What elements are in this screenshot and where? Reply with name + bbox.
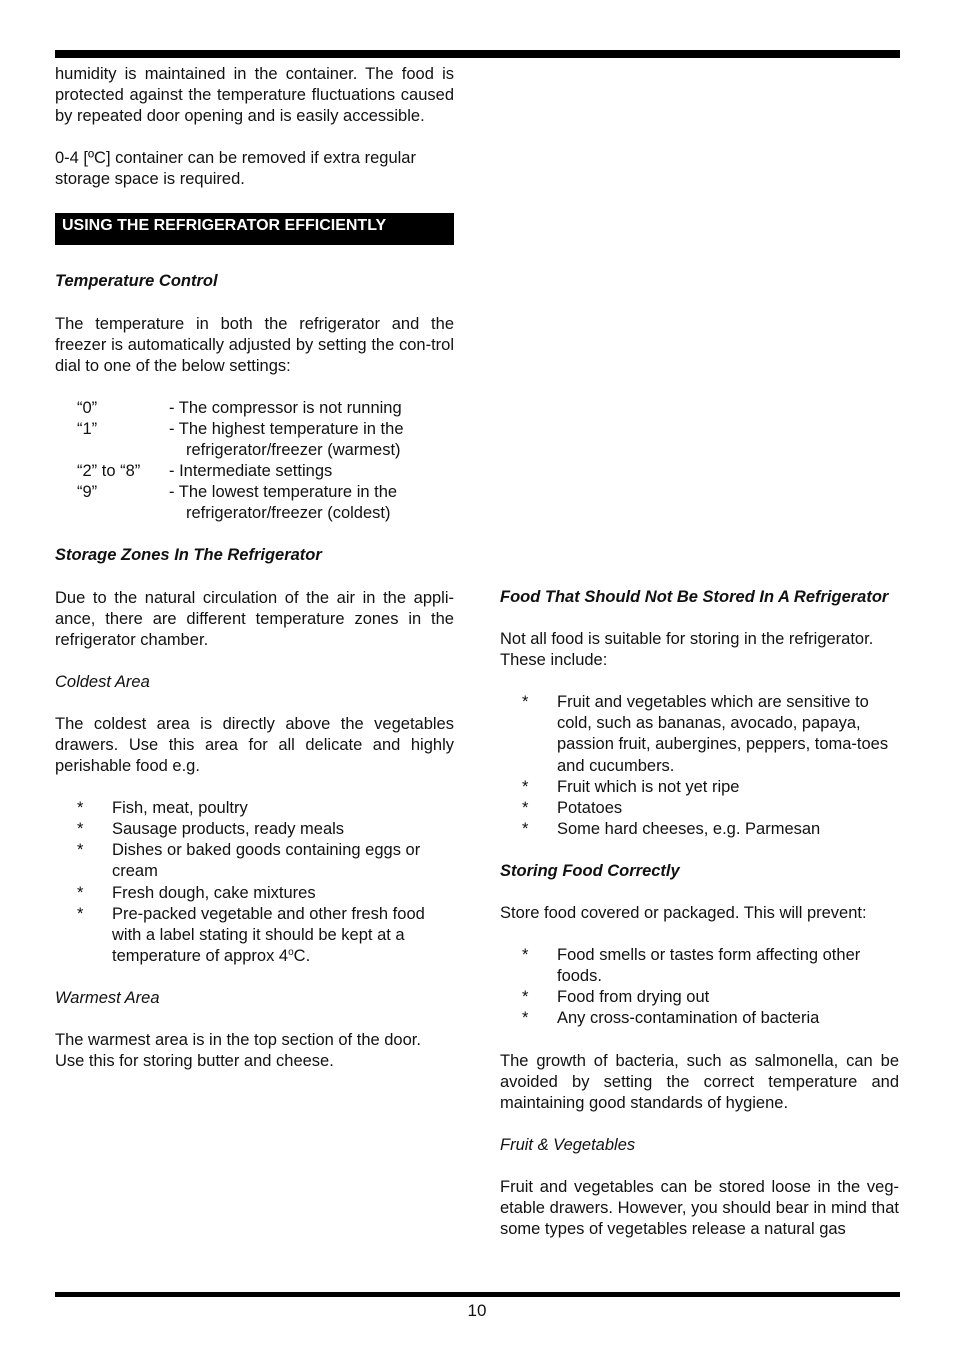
- left-column: [55, 64, 454, 1072]
- setting-row: [77, 482, 454, 503]
- setting-row: [77, 440, 454, 461]
- not-stored-paragraph: Not all food is suitable for storing in the refrigerator. These include:: [500, 630, 874, 670]
- setting-description: - The lowest temperature in the: [169, 483, 398, 502]
- storing-correctly-paragraph: Store food covered or packaged. This will prevent:: [500, 904, 867, 923]
- list-item: * Pre-packed vegetable and other fresh food with a label stating it should be kept at a temperature of approx 4$^o$C.: [55, 904, 454, 967]
- setting-description: - The highest temperature in the: [169, 419, 404, 438]
- storage-zones-paragraph: Due to the natural circulation of the air in the appli-ance, there are different temperature zones in the refrigerator chamber.: [55, 588, 454, 649]
- list-item: * Sausage products, ready meals: [55, 819, 454, 840]
- bullet-star: *: [522, 798, 529, 817]
- list-item: * Fresh dough, cake mixtures: [55, 883, 454, 904]
- bottom-rule: [55, 1292, 900, 1297]
- bullet-star: *: [522, 946, 529, 965]
- setting-description: - Intermediate settings: [169, 462, 333, 481]
- list-item: * Fish, meat, poultry: [55, 798, 454, 819]
- bullet-star: *: [522, 1009, 529, 1028]
- intro-paragraph: humidity is maintained in the container. The food is protected against the temperature fluctuations caused by repeated door opening and is easily accessible.: [55, 65, 454, 126]
- bullet-star: *: [77, 904, 84, 923]
- temperature-paragraph: The temperature in both the refrigerator and the freezer is automatically adjusted by setting the con-trol dial to one of the below settings:: [55, 314, 454, 375]
- setting-description: - The compressor is not running: [169, 398, 402, 417]
- list-item: * Any cross-contamination of bacteria: [500, 1008, 899, 1029]
- setting-description-cont: refrigerator/freezer (coldest): [186, 504, 391, 523]
- storage-zones-heading: Storage Zones In The Refrigerator: [55, 546, 322, 565]
- list-item: * Food from drying out: [500, 987, 899, 1008]
- section-banner: USING THE REFRIGERATOR EFFICIENTLY: [55, 213, 454, 245]
- temperature-control-heading: Temperature Control: [55, 272, 218, 291]
- setting-row: [77, 503, 454, 524]
- coldest-area-paragraph: The coldest area is directly above the vegetables drawers. Use this area for all delicate and highly perishable food e.g.: [55, 714, 454, 776]
- list-item: * Fruit which is not yet ripe: [500, 777, 899, 798]
- fruit-vegetables-paragraph: Fruit and vegetables can be stored loose in the veg-etable drawers. However, you should bear in mind that some types of vegetables release a natural gas: [500, 1177, 899, 1239]
- bullet-star: *: [522, 777, 529, 796]
- not-stored-list: [500, 692, 899, 840]
- fruit-vegetables-heading: Fruit & Vegetables: [500, 1135, 636, 1154]
- warmest-area-paragraph: The warmest area is in the top section of the door. Use this for storing butter and cheese.: [55, 1031, 421, 1071]
- coldest-food-list: [55, 798, 454, 967]
- page-number: 10: [467, 1301, 487, 1320]
- container-note: 0-4 [ºC] container can be removed if extra regular storage space is required.: [55, 149, 416, 189]
- coldest-area-heading: Coldest Area: [55, 672, 150, 691]
- setting-key: “0”: [77, 398, 98, 417]
- bullet-star: *: [77, 799, 84, 818]
- list-item: * Dishes or baked goods containing eggs or cream: [55, 840, 454, 882]
- bacteria-paragraph: The growth of bacteria, such as salmonella, can be avoided by setting the correct temperature and maintaining good standards of hygiene.: [500, 1051, 899, 1112]
- bullet-star: *: [522, 988, 529, 1007]
- setting-key: “9”: [77, 483, 98, 502]
- setting-description-cont: refrigerator/freezer (warmest): [186, 441, 401, 460]
- bullet-star: *: [522, 819, 529, 838]
- dial-settings-list: [77, 398, 454, 525]
- right-column: [500, 587, 899, 1240]
- storing-correctly-heading: Storing Food Correctly: [500, 861, 680, 880]
- top-rule: [55, 50, 900, 58]
- prevention-list: [500, 945, 899, 1029]
- setting-row: [77, 461, 454, 482]
- bullet-star: *: [77, 820, 84, 839]
- setting-row: [77, 419, 454, 440]
- setting-row: [77, 398, 454, 419]
- bullet-star: *: [77, 883, 84, 902]
- warmest-area-heading: Warmest Area: [55, 988, 160, 1007]
- bullet-star: *: [522, 693, 529, 712]
- list-item: * Food smells or tastes form affecting other foods.: [500, 945, 899, 987]
- list-item: * Fruit and vegetables which are sensitive to cold, such as bananas, avocado, papaya, passion fruit, aubergines, peppers, toma-toes and cucumbers.: [500, 692, 899, 776]
- setting-key: “1”: [77, 419, 98, 438]
- setting-key: “2” to “8”: [77, 462, 141, 481]
- list-item: * Some hard cheeses, e.g. Parmesan: [500, 819, 899, 840]
- list-item: * Potatoes: [500, 798, 899, 819]
- bullet-star: *: [77, 841, 84, 860]
- not-stored-heading: Food That Should Not Be Stored In A Refrigerator: [500, 588, 889, 606]
